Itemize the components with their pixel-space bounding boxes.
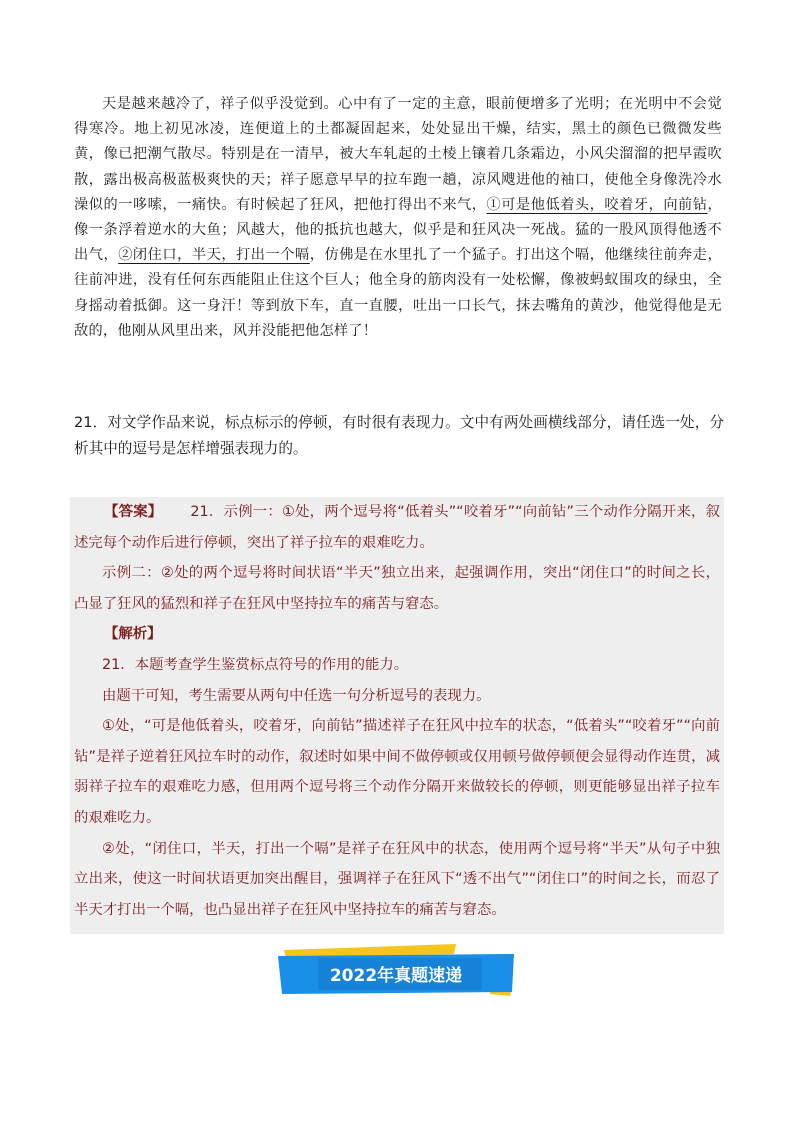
passage-text-part-3: ，仿佛是在水里扎了一个猛子。打出这个嗝，他继续往前奔走，往前冲进，没有任何东西能阻止住这个巨人；他全身的筋肉没有一处松懈，像被蚂蚁围攻的绿虫，全身摇动着抵御。这一身汗！等到放下车，直一直腰，吐出一口长气，抹去嘴角的黄沙，他觉得他是无敌的，他刚从风里出来，风并没能把他怎样了！: [74, 247, 722, 339]
answer-example-1-text: 21．示例一：①处，两个逗号将“低着头”“咬着牙”“向前钻”三个动作分隔开来，叙述完每个动作后进行停顿，突出了祥子拉车的艰难吃力。: [74, 504, 720, 551]
question-21: 21．对文学作品来说，标点标示的停顿，有时很有表现力。文中有两处画横线部分，请任选一处，分析其中的逗号是怎样增强表现力的。: [74, 414, 724, 457]
underlined-sentence-2: ②闭住口，半天，打出一个嗝: [118, 247, 310, 264]
section-banner: [278, 944, 514, 996]
banner-title: 2022年真题速递: [329, 966, 463, 986]
answer-example-1: [74, 497, 720, 558]
passage-text-part-2: ，像一条浮着逆水的大鱼；风越大，他的抵抗也越大，似乎是和狂风决一死战。猛的一股风顶得他透不出气，: [74, 196, 722, 264]
answer-section: [74, 497, 720, 925]
underlined-sentence-1: ①可是他低着头，咬着牙，向前钻: [486, 196, 708, 213]
answer-tag: 【答案】: [104, 504, 163, 520]
story-passage: [74, 92, 722, 344]
answer-example-2: 示例二：②处的两个逗号将时间状语“半天”独立出来，起强调作用，突出“闭住口”的时间之长，凸显了狂风的猛烈和祥子在狂风中坚持拉车的痛苦与窘态。: [74, 565, 720, 612]
analysis-line-3: ①处，“可是他低着头，咬着牙，向前钻”描述祥子在狂风中拉车的状态，“低着头”“咬着牙”“向前钻”是祥子逆着狂风拉车时的动作，叙述时如果中间不做停顿或仅用顿号做停顿便会显得动作连贯，减弱祥子拉车的艰难吃力感，但用两个逗号将三个动作分隔开来做较长的停顿，则更能够显出祥子拉车的艰难吃力。: [74, 718, 720, 826]
analysis-line-1: 21．本题考查学生鉴赏标点符号的作用的能力。: [102, 656, 409, 673]
analysis-line-2: 由题干可知，考生需要从两句中任选一句分析逗号的表现力。: [102, 687, 491, 704]
analysis-heading: [74, 619, 720, 650]
passage-text-part-1: 天是越来越冷了，祥子似乎没觉到。心中有了一定的主意，眼前便增多了光明；在光明中不会觉得寒冷。地上初见冰凌，连便道上的土都凝固起来，处处显出干燥，结实，黑土的颜色已微微发些黄，像已把潮气散尽。特别是在一清早，被大车轧起的土棱上镶着几条霜边，小风尖溜溜的把早霞吹散，露出极高极蓝极爽快的天；祥子愿意早早的拉车跑一趟，凉风飕进他的袖口，使他全身像洗冷水澡似的一哆嗦，一痛快。有时候起了狂风，把他打得出不来气，: [74, 96, 722, 213]
analysis-line-4: ②处，“闭住口，半天，打出一个嗝”是祥子在狂风中的状态，使用两个逗号将“半天”从句子中独立出来，使这一时间状语更加突出醒目，强调祥子在狂风下“透不出气”“闭住口”的时间之长，而忍了半天才打出一个嗝，也凸显出祥子在狂风中坚持拉车的痛苦与窘态。: [74, 840, 720, 918]
analysis-tag: 【解析】: [104, 626, 162, 643]
